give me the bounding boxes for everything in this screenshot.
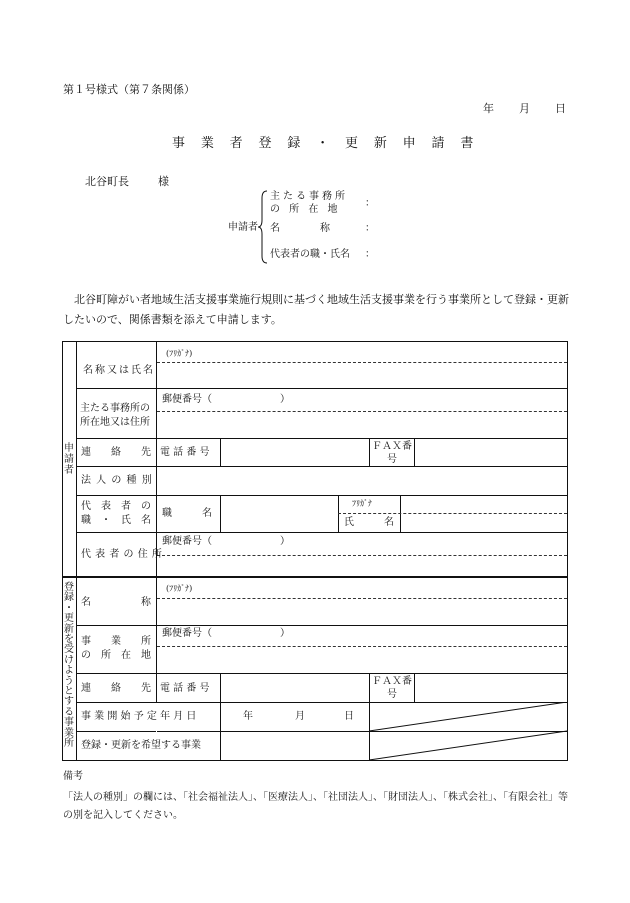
notes-heading: 備考	[63, 771, 83, 782]
furigana-label-2: ﾌﾘｶﾞﾅ	[352, 499, 372, 508]
diagonal-strikes	[369, 702, 568, 761]
postal-close-3: ）	[280, 628, 290, 639]
facility-name-label: 名 称	[81, 597, 151, 608]
phone-label-2: 電 話 番 号	[160, 683, 210, 694]
phone-field-2[interactable]	[221, 674, 369, 702]
corp-type-field[interactable]	[157, 467, 567, 495]
fax-field-1[interactable]	[415, 439, 567, 466]
full-name-label: 氏 名	[344, 517, 394, 528]
facility-name-field[interactable]	[157, 600, 567, 625]
fax-field-2[interactable]	[415, 674, 567, 702]
notes-text: 「法人の種別」の欄には、「社会福祉法人」、「医療法人」、「社団法人」、「財団法人」、「株式会社」、「有限会社」等の別を記入してください。	[63, 792, 568, 821]
start-date-label: 事 業 開 始 予 定 年 月 日	[81, 711, 197, 722]
name-or-person-label: 名称又は氏名	[83, 365, 155, 376]
facility-side-label: 登 録 ・ 更 新 を 受 け よ う と す る 事 業 所	[64, 582, 74, 750]
phone-label-1: 電 話 番 号	[160, 447, 210, 458]
rep-label-1: 代 表 者 の	[81, 501, 151, 512]
start-month-label: 月	[295, 711, 305, 722]
facility-address-field[interactable]	[157, 647, 567, 673]
rep-address-field[interactable]	[157, 556, 567, 576]
job-title-label: 職 名	[162, 508, 212, 519]
furigana-label-3: (ﾌﾘｶﾞﾅ)	[166, 584, 193, 593]
form-number: 第１号様式（第７条関係）	[63, 83, 195, 96]
job-title-field[interactable]	[221, 496, 338, 532]
applicant-label: 申請者	[228, 222, 258, 233]
postal-label-3: 郵便番号（	[162, 628, 212, 639]
desired-service-label: 登録・更新を希望する事業	[81, 740, 201, 751]
addressee-suffix: 様	[158, 175, 169, 188]
applicant-brace	[257, 190, 269, 264]
office-address-label-1: 主たる事務所の	[80, 403, 150, 414]
office-address-label-2: 所在地又は住所	[80, 417, 150, 428]
contact-label-1: 連 絡 先	[81, 447, 151, 458]
fax-label-1a: ＦＡＸ番	[372, 441, 412, 452]
office-line2: の 所 在 地	[270, 204, 341, 215]
addressee-name: 北谷町長	[85, 175, 129, 188]
corp-type-label: 法 人 の 種 別	[81, 475, 153, 486]
start-year-label: 年	[243, 711, 253, 722]
name-label: 名 称	[270, 223, 330, 234]
colon-1: ：	[365, 198, 375, 209]
contact-label-2: 連 絡 先	[81, 683, 151, 694]
postal-label-1: 郵便番号（	[162, 394, 212, 405]
rep-address-label: 代 表 者 の 住 所	[81, 549, 163, 560]
phone-field-1[interactable]	[221, 439, 369, 466]
fax-label-1b: 号	[387, 454, 397, 465]
rep-label-2: 職 ・ 氏 名	[81, 515, 151, 526]
colon-2: ：	[365, 223, 375, 234]
furigana-label-1: (ﾌﾘｶﾞﾅ)	[166, 349, 193, 358]
postal-close-1: ）	[280, 394, 290, 405]
colon-3: ：	[365, 249, 375, 260]
facility-office-label-1: 事 業 所	[81, 636, 151, 647]
body-paragraph: 北谷町障がい者地域生活支援事業施行規則に基づく地域生活支援事業を行う事業所として登録・更新したいので、関係書類を添えて申請します。	[63, 293, 569, 326]
applicant-side-label: 申 請 者	[64, 443, 74, 476]
date-month-label: 月	[519, 102, 530, 115]
postal-label-2: 郵便番号（	[162, 536, 212, 547]
postal-close-2: ）	[280, 536, 290, 547]
date-year-label: 年	[483, 102, 494, 115]
desired-service-field[interactable]	[221, 732, 369, 760]
page-title: 事 業 者 登 録 ・ 更 新 申 請 書	[172, 136, 480, 151]
rep-name-field[interactable]	[401, 514, 567, 532]
fax-label-2a: ＦＡＸ番	[372, 676, 412, 687]
fax-label-2b: 号	[387, 689, 397, 700]
applicant-name-field[interactable]	[157, 366, 567, 388]
facility-office-label-2: の 所 在 地	[81, 650, 151, 661]
start-day-label: 日	[344, 711, 354, 722]
date-day-label: 日	[555, 102, 566, 115]
rep-label: 代表者の職・氏名	[270, 249, 350, 260]
applicant-address-field[interactable]	[157, 412, 567, 438]
office-line1: 主たる事務所	[270, 191, 348, 202]
